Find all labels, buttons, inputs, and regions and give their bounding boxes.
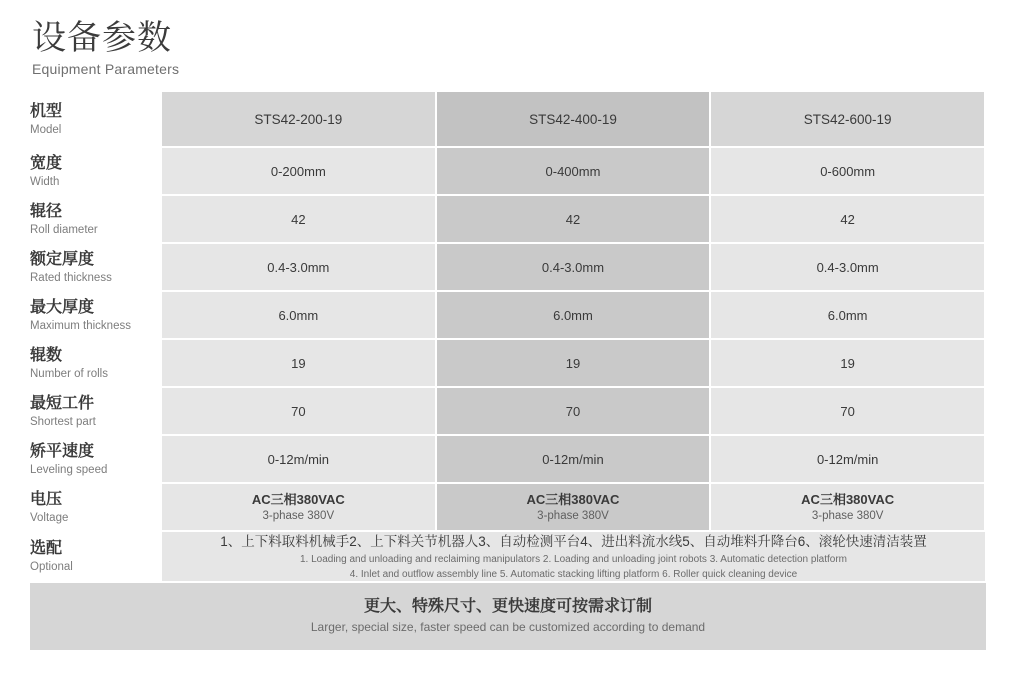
cell-optional	[161, 532, 985, 581]
table-row	[30, 436, 985, 482]
optional-text-cn: 1、上下料取料机械手2、上下料关节机器人3、自动检测平台4、进出料流水线5、自动堆料升降台6、滚轮快速清洁装置	[220, 534, 927, 549]
row-label-cn: 选配	[30, 540, 63, 557]
row-label	[30, 292, 161, 338]
table-row	[30, 92, 985, 146]
page-title-cn: 设备参数	[32, 19, 172, 57]
row-label-en: Model	[30, 123, 62, 136]
cell-voltage-2-en: 3-phase 380V	[537, 509, 609, 522]
cell-model-3: STS42-600-19	[710, 92, 985, 146]
optional-text-en-line1: 1. Loading and unloading and reclaiming manipulators 2. Loading and unloading joint robots 3. Automatic detection platform	[299, 554, 848, 565]
table-row	[30, 196, 985, 242]
cell-voltage-3-en: 3-phase 380V	[811, 509, 884, 522]
cell-voltage-3-cn: AC三相380VAC	[801, 491, 895, 507]
cell-rated-thickness-1: 0.4-3.0mm	[161, 244, 436, 290]
cell-width-2: 0-400mm	[436, 148, 711, 194]
footer-text-cn: 更大、特殊尺寸、更快速度可按需求订制	[363, 598, 652, 615]
row-label-en: Number of rolls	[30, 367, 108, 380]
row-label-en: Roll diameter	[30, 223, 98, 236]
cell-model-2: STS42-400-19	[436, 92, 711, 146]
footer-banner	[30, 583, 986, 650]
row-label	[30, 388, 161, 434]
row-label-en: Maximum thickness	[30, 319, 131, 332]
row-label-cn: 电压	[30, 490, 63, 508]
row-label-cn: 最大厚度	[30, 298, 95, 316]
cell-number-of-rolls-3: 19	[710, 340, 985, 386]
row-label	[30, 148, 161, 194]
cell-leveling-speed-3: 0-12m/min	[710, 436, 985, 482]
cell-number-of-rolls-2: 19	[436, 340, 711, 386]
row-label-cn: 宽度	[30, 154, 63, 172]
specifications-table	[30, 92, 986, 581]
row-label	[30, 340, 161, 386]
row-label-en: Voltage	[30, 511, 69, 524]
cell-width-3: 0-600mm	[710, 148, 985, 194]
cell-rated-thickness-3: 0.4-3.0mm	[710, 244, 985, 290]
cell-voltage-3	[710, 484, 985, 530]
cell-roll-diameter-2: 42	[436, 196, 711, 242]
optional-text-en-line2: 4. Inlet and outflow assembly line 5. Automatic stacking lifting platform 6. Roller quick cleaning device	[349, 569, 798, 580]
cell-max-thickness-1: 6.0mm	[161, 292, 436, 338]
cell-voltage-1-en: 3-phase 380V	[262, 509, 335, 522]
row-label-cn: 额定厚度	[30, 250, 95, 268]
cell-voltage-1	[161, 484, 436, 530]
cell-roll-diameter-3: 42	[710, 196, 985, 242]
page-title-en: Equipment Parameters	[32, 61, 180, 77]
table-row	[30, 148, 985, 194]
row-label	[30, 92, 161, 146]
row-label-en: Leveling speed	[30, 463, 108, 476]
row-label	[30, 532, 161, 581]
row-label-cn: 辊径	[30, 202, 63, 220]
row-label-cn: 机型	[30, 102, 63, 120]
cell-leveling-speed-1: 0-12m/min	[161, 436, 436, 482]
row-label-en: Rated thickness	[30, 271, 112, 284]
row-label-en: Shortest part	[30, 415, 96, 428]
cell-voltage-2-cn: AC三相380VAC	[526, 491, 620, 507]
cell-shortest-part-3: 70	[710, 388, 985, 434]
cell-width-1: 0-200mm	[161, 148, 436, 194]
cell-number-of-rolls-1: 19	[161, 340, 436, 386]
cell-leveling-speed-2: 0-12m/min	[436, 436, 711, 482]
cell-model-1: STS42-200-19	[161, 92, 436, 146]
cell-shortest-part-1: 70	[161, 388, 436, 434]
footer-text-en: Larger, special size, faster speed can be customized according to demand	[310, 620, 706, 634]
row-label-en: Optional	[30, 561, 73, 573]
table-row	[30, 340, 985, 386]
cell-shortest-part-2: 70	[436, 388, 711, 434]
page-title	[32, 18, 986, 78]
table-row	[30, 484, 985, 530]
row-label-en: Width	[30, 175, 60, 188]
table-row-optional	[30, 532, 985, 581]
table-row	[30, 292, 985, 338]
row-label	[30, 484, 161, 530]
row-label-cn: 矫平速度	[30, 442, 95, 460]
row-label	[30, 244, 161, 290]
table-row	[30, 388, 985, 434]
cell-voltage-2	[436, 484, 711, 530]
row-label	[30, 436, 161, 482]
cell-rated-thickness-2: 0.4-3.0mm	[436, 244, 711, 290]
row-label-cn: 最短工件	[30, 394, 95, 412]
cell-roll-diameter-1: 42	[161, 196, 436, 242]
cell-max-thickness-2: 6.0mm	[436, 292, 711, 338]
table-row	[30, 244, 985, 290]
row-label	[30, 196, 161, 242]
row-label-cn: 辊数	[30, 346, 63, 364]
cell-voltage-1-cn: AC三相380VAC	[251, 491, 345, 507]
cell-max-thickness-3: 6.0mm	[710, 292, 985, 338]
